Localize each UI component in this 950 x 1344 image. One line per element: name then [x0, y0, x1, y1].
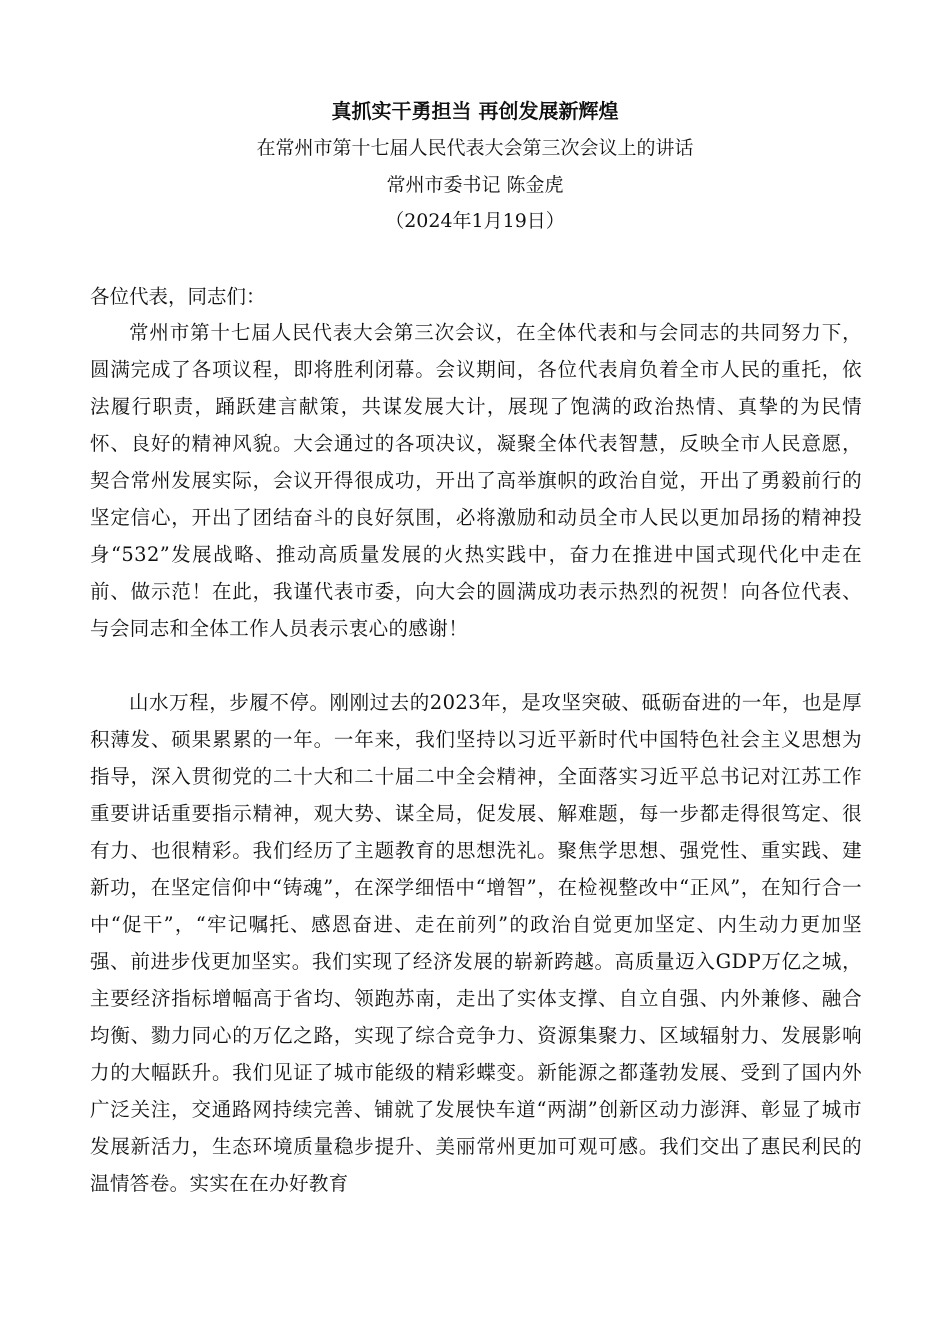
speech-date: （2024年1月19日）	[385, 210, 565, 232]
salutation: 各位代表，同志们：	[90, 285, 266, 308]
speech-title: 真抓实干勇担当 再创发展新辉煌	[331, 99, 619, 123]
speech-author: 常州市委书记 陈金虎	[386, 174, 564, 196]
body-paragraph-2: 山水万程，步履不停。刚刚过去的2023年，是攻坚突破、砥砺奋进的一年，也是厚积薄发、硕果累累的一年。一年来，我们坚持以习近平新时代中国特色社会主义思想为指导，深入贯彻党的二十大和二十届二中全会精神，全面落实习近平总书记对江苏工作重要讲话重要指示精神，观大势、谋全局，促发展、解难题，每一步都走得很笃定、很有力、也很精彩。我们经历了主题教育的思想洗礼。聚焦学思想、强党性、重实践、建新功，在坚定信仰中“铸魂”，在深学细悟中“增智”，在检视整改中“正风”，在知行合一中“促干”，“牢记嘱托、感恩奋进、走在前列”的政治自觉更加坚定、内生动力更加坚强、前进步伐更加坚实。我们实现了经济发展的崭新跨越。高质量迈入GDP万亿之城，主要经济指标增幅高于省均、领跑苏南，走出了实体支撑、自立自强、内外兼修、融合均衡、勠力同心的万亿之路，实现了综合竞争力、资源集聚力、区域辐射力、发展影响力的大幅跃升。我们见证了城市能级的精彩蝶变。新能源之都蓬勃发展、受到了国内外广泛关注，交通路网持续完善、铺就了发展快车道“两湖”创新区动力澎湃、彰显了城市发展新活力，生态环境质量稳步提升、美丽常州更加可观可感。我们交出了惠民利民的温情答卷。实实在在办好教育	[90, 691, 862, 1195]
body-paragraph-1: 常州市第十七届人民代表大会第三次会议，在全体代表和与会同志的共同努力下，圆满完成了各项议程，即将胜利闭幕。会议期间，各位代表肩负着全市人民的重托，依法履行职责，踊跃建言献策，共谋发展大计，展现了饱满的政治热情、真挚的为民情怀、良好的精神风貌。大会通过的各项决议，凝聚全体代表智慧，反映全市人民意愿，契合常州发展实际，会议开得很成功，开出了高举旗帜的政治自觉，开出了勇毅前行的坚定信心，开出了团结奋斗的良好氛围，必将激励和动员全市人民以更加昂扬的精神投身“532”发展战略、推动高质量发展的火热实践中，奋力在推进中国式现代化中走在前、做示范！在此，我谨代表市委，向大会的圆满成功表示热烈的祝贺！向各位代表、与会同志和全体工作人员表示衷心的感谢！	[90, 321, 862, 640]
speech-subtitle: 在常州市第十七届人民代表大会第三次会议上的讲话	[256, 137, 694, 159]
